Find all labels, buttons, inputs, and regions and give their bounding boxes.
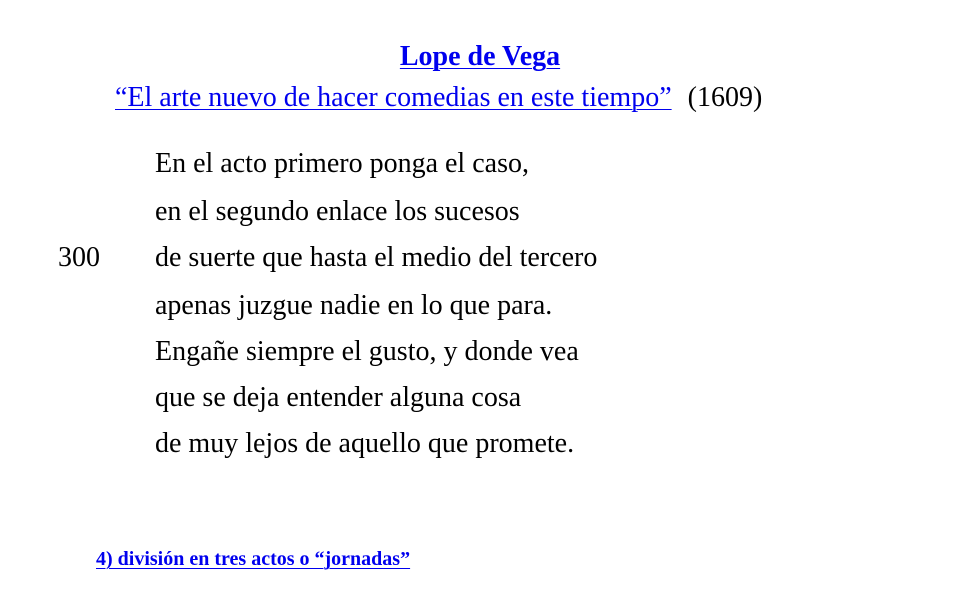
author-link[interactable]: Lope de Vega: [399, 41, 561, 72]
verse-line: [0, 190, 960, 234]
author-heading: [0, 41, 960, 73]
work-title-line: [115, 82, 762, 114]
verse-line: [0, 376, 960, 420]
verse-text: que se deja entender alguna cosa: [155, 382, 522, 413]
work-year: (1609): [687, 82, 763, 113]
verse-line: [0, 236, 960, 280]
verse-text: de suerte que hasta el medio del tercero: [155, 242, 598, 273]
verse-line: [0, 284, 960, 328]
verse-line: [0, 330, 960, 374]
footer-note: [96, 546, 410, 572]
verse-number: 300: [58, 242, 100, 273]
verse-text: en el segundo enlace los sucesos: [155, 196, 520, 227]
division-acts-link[interactable]: 4) división en tres actos o “jornadas”: [96, 548, 411, 570]
verse-text: apenas juzgue nadie en lo que para.: [155, 290, 553, 321]
verse-text: de muy lejos de aquello que promete.: [155, 428, 575, 459]
verse-text: En el acto primero ponga el caso,: [155, 148, 529, 179]
verse-line: [0, 422, 960, 466]
verse-line: [0, 142, 960, 186]
verse-text: Engañe siempre el gusto, y donde vea: [155, 336, 579, 367]
work-title-link[interactable]: “El arte nuevo de hacer comedias en este tiempo”: [115, 82, 672, 113]
